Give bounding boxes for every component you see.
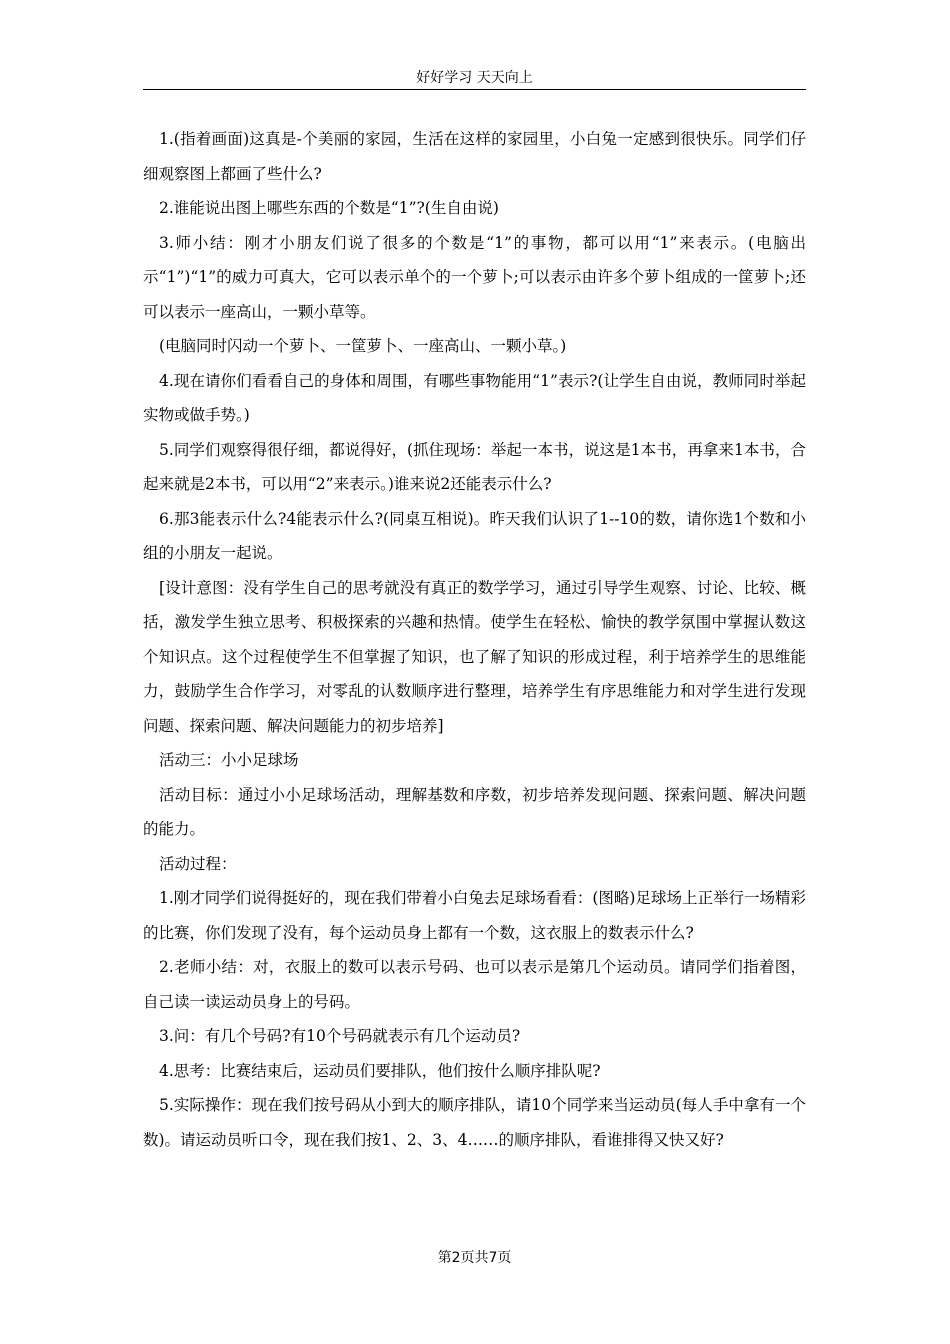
activity-goal-paragraph: 活动目标：通过小小足球场活动，理解基数和序数，初步培养发现问题、探索问题、解决问题的能力。 [143, 785, 806, 838]
page-footer: 第2页共7页 [437, 1250, 512, 1266]
header-divider [143, 89, 806, 90]
design-intent-paragraph: [设计意图：没有学生自己的思考就没有真正的数学学习，通过引导学生观察、讨论、比较、概括，激发学生独立思考、积极探索的兴趣和热情。使学生在轻松、愉快的教学氛围中掌握认数这个知识点。这个过程使学生不但掌握了知识，也了解了知识的形成过程，利于培养学生的思维能力，鼓励学生合作学习，对零乱的认数顺序进行整理，培养学生有序思维能力和对学生进行发现问题、探索问题、解决问题能力的初步培养] [143, 578, 806, 735]
activity-process-heading: 活动过程： [159, 854, 237, 873]
paragraph-1: 1.(指着画面)这真是-个美丽的家园，生活在这样的家园里，小白兔一定感到很快乐。同学们仔细观察图上都画了些什么? [143, 130, 806, 183]
paragraph-6: 5.同学们观察得很仔细，都说得好，(抓住现场：举起一本书，说这是1本书，再拿来1本书，合起来就是2本书，可以用“2”来表示。)谁来说2还能表示什么? [143, 440, 806, 493]
paragraph-3: 3.师小结：刚才小朋友们说了很多的个数是“1”的事物，都可以用“1”来表示。(电脑出示“1”)“1”的威力可真大，它可以表示单个的一个萝卜;可以表示由许多个萝卜组成的一筐萝卜;还可以表示一座高山，一颗小草等。 [143, 233, 806, 321]
process-step-3: 3.问：有几个号码?有10个号码就表示有几个运动员? [159, 1027, 521, 1045]
process-step-5: 5.实际操作：现在我们按号码从小到大的顺序排队，请10个同学来当运动员(每人手中拿有一个数)。请运动员听口令，现在我们按1、2、3、4……的顺序排队，看谁排得又快又好? [143, 1096, 806, 1149]
paragraph-2: 2.谁能说出图上哪些东西的个数是“1”?(生自由说) [159, 199, 499, 217]
document-body [143, 122, 806, 1157]
process-step-1: 1.刚才同学们说得挺好的，现在我们带着小白兔去足球场看看：(图略)足球场上正举行一场精彩的比赛，你们发现了没有，每个运动员身上都有一个数，这衣服上的数表示什么? [143, 889, 806, 942]
activity-three-heading: 活动三：小小足球场 [159, 751, 299, 769]
paragraph-7: 6.那3能表示什么?4能表示什么?(同桌互相说)。昨天我们认识了1--10的数，请你选1个数和小组的小朋友一起说。 [143, 509, 806, 562]
process-step-4: 4.思考：比赛结束后，运动员们要排队，他们按什么顺序排队呢? [159, 1061, 601, 1080]
paragraph-4: (电脑同时闪动一个萝卜、一筐萝卜、一座高山、一颗小草。) [159, 337, 567, 355]
process-step-2: 2.老师小结：对，衣服上的数可以表示号码、也可以表示是第几个运动员。请同学们指着图，自己读一读运动员身上的号码。 [143, 958, 806, 1011]
paragraph-5: 4.现在请你们看看自己的身体和周围，有哪些事物能用“1”表示?(让学生自由说，教师同时举起实物或做手势。) [143, 371, 806, 424]
page-header: 好好学习 天天向上 [416, 70, 533, 86]
